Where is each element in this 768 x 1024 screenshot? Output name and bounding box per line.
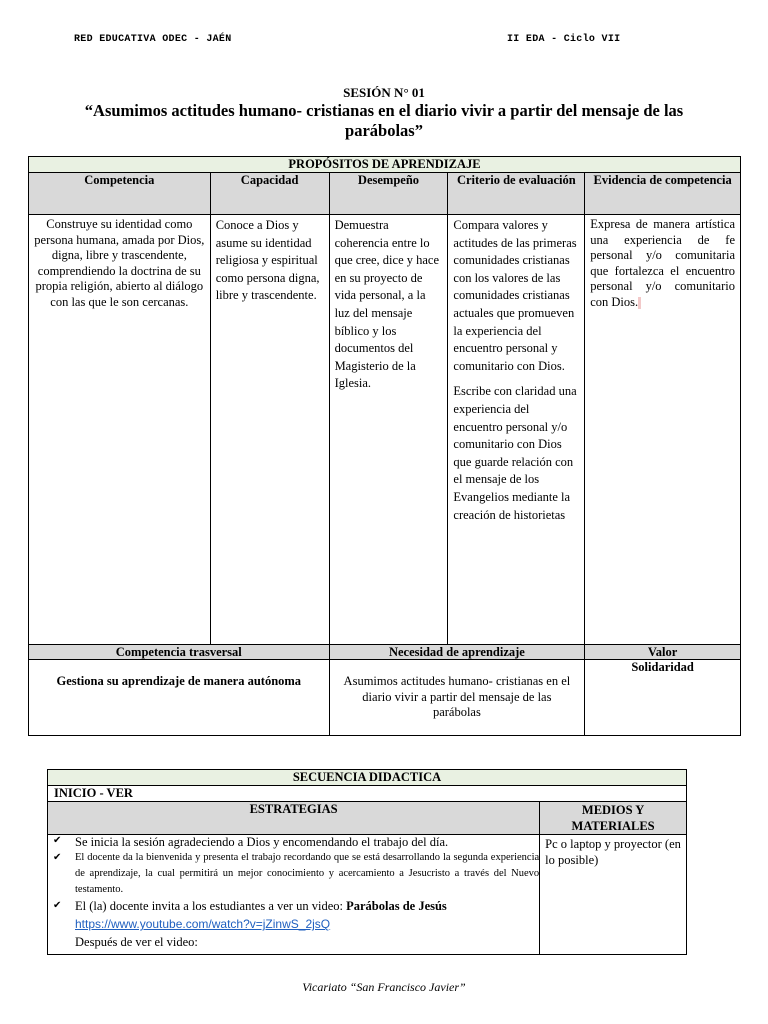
strategies-cell [48,835,540,955]
after-video-text: Después de ver el video: [75,935,198,950]
criterio-text-1: Compara valores y actitudes de las primeras comunidades cristianas con los valores de las comunidades cristianas actuales que promueven la experiencia del encuentro personal y comunitario con Dios. [453,218,577,373]
footer: Vicariato “San Francisco Javier” [302,980,466,994]
check-icon: ✔ [53,835,62,846]
criterio-text-2: Escribe con claridad una experiencia del encuentro personal y/o comunitario con Dios que guarde relación con el mensaje de los Evangelios mediante la creación de historietas [453,384,577,522]
list-item: ✔ Se inicia la sesión agradeciendo a Dios y encomendando el trabajo del día. [53,835,449,849]
evidencia-cell [585,215,741,645]
materials-text: Pc o laptop y proyector (en lo posible) [540,835,687,955]
purposes-title: PROPÓSITOS DE APRENDIZAJE [29,157,741,173]
evidencia-text: Expresa de manera artística una experiencia de fe personal y/o comunitaria que fortalezca el encuentro personal y/o comunitario con Dios. [590,217,735,309]
header-cycle: II EDA - Ciclo VII [507,34,621,45]
highlight-mark [638,297,641,309]
list-item: ✔ El (la) docente invita a los estudiantes a ver un video: Parábolas de Jesús https://www.youtube.com/watch?v=jZinwS_2jsQ Después de ver el video: [53,899,447,950]
session-title: “Asumimos actitudes humano- cristianas en el diario vivir a partir del mensaje de las parábolas” [84,101,684,140]
col-criterio: Criterio de evaluación [448,173,585,215]
col-capacidad: Capacidad [210,173,329,215]
col-evidencia: Evidencia de competencia [585,173,741,215]
video-title: Parábolas de Jesús [346,899,447,914]
col-competencia: Competencia [29,173,211,215]
strategy-list [48,835,539,951]
competencia-text: Construye su identidad como persona humana, amada por Dios, digna, libre y trascendente, comprendiendo la doctrina de su propia religión, abierto al diálogo con las que le son cercanas. [29,215,211,645]
check-icon: ✔ [53,852,62,863]
check-icon: ✔ [53,900,62,912]
necesidad-text: Asumimos actitudes humano- cristianas en el diario vivir a partir del mensaje de las parábolas [329,660,585,736]
phase-label: INICIO - VER [48,786,687,802]
list-item: ✔ El docente da la bienvenida y presenta el trabajo recordando que se está desarrollando la segunda experiencia de aprendizaje, la cual permitirá un mejor conocimiento y acercamiento a Jesucristo a través del Nuevo testamento. [53,852,540,895]
valor-text: Solidaridad [585,660,741,736]
transversal-header: Competencia trasversal [29,645,330,660]
video-link[interactable]: https://www.youtube.com/watch?v=jZinwS_2jsQ [75,917,331,932]
col-desempeno: Desempeño [329,173,448,215]
sequence-table [47,769,687,955]
desempeno-text: Demuestra coherencia entre lo que cree, dice y hace en su proyecto de vida personal, a la luz del mensaje bíblico y los documentos del Magisterio de la Iglesia. [329,215,448,645]
criterio-cell [448,215,585,645]
sequence-title: SECUENCIA DIDACTICA [48,770,687,786]
strategies-header: ESTRATEGIAS [48,802,540,835]
valor-header: Valor [585,645,741,660]
materials-header: MEDIOS Y MATERIALES [540,802,687,835]
header-institution: RED EDUCATIVA ODEC - JAÉN [74,34,232,45]
session-number: SESIÓN N° 01 [343,85,425,100]
necesidad-header: Necesidad de aprendizaje [329,645,585,660]
capacidad-text: Conoce a Dios y asume su identidad religiosa y espiritual como persona digna, libre y trascendente. [210,215,329,645]
purposes-table [28,156,741,736]
transversal-text: Gestiona su aprendizaje de manera autónoma [29,660,330,736]
